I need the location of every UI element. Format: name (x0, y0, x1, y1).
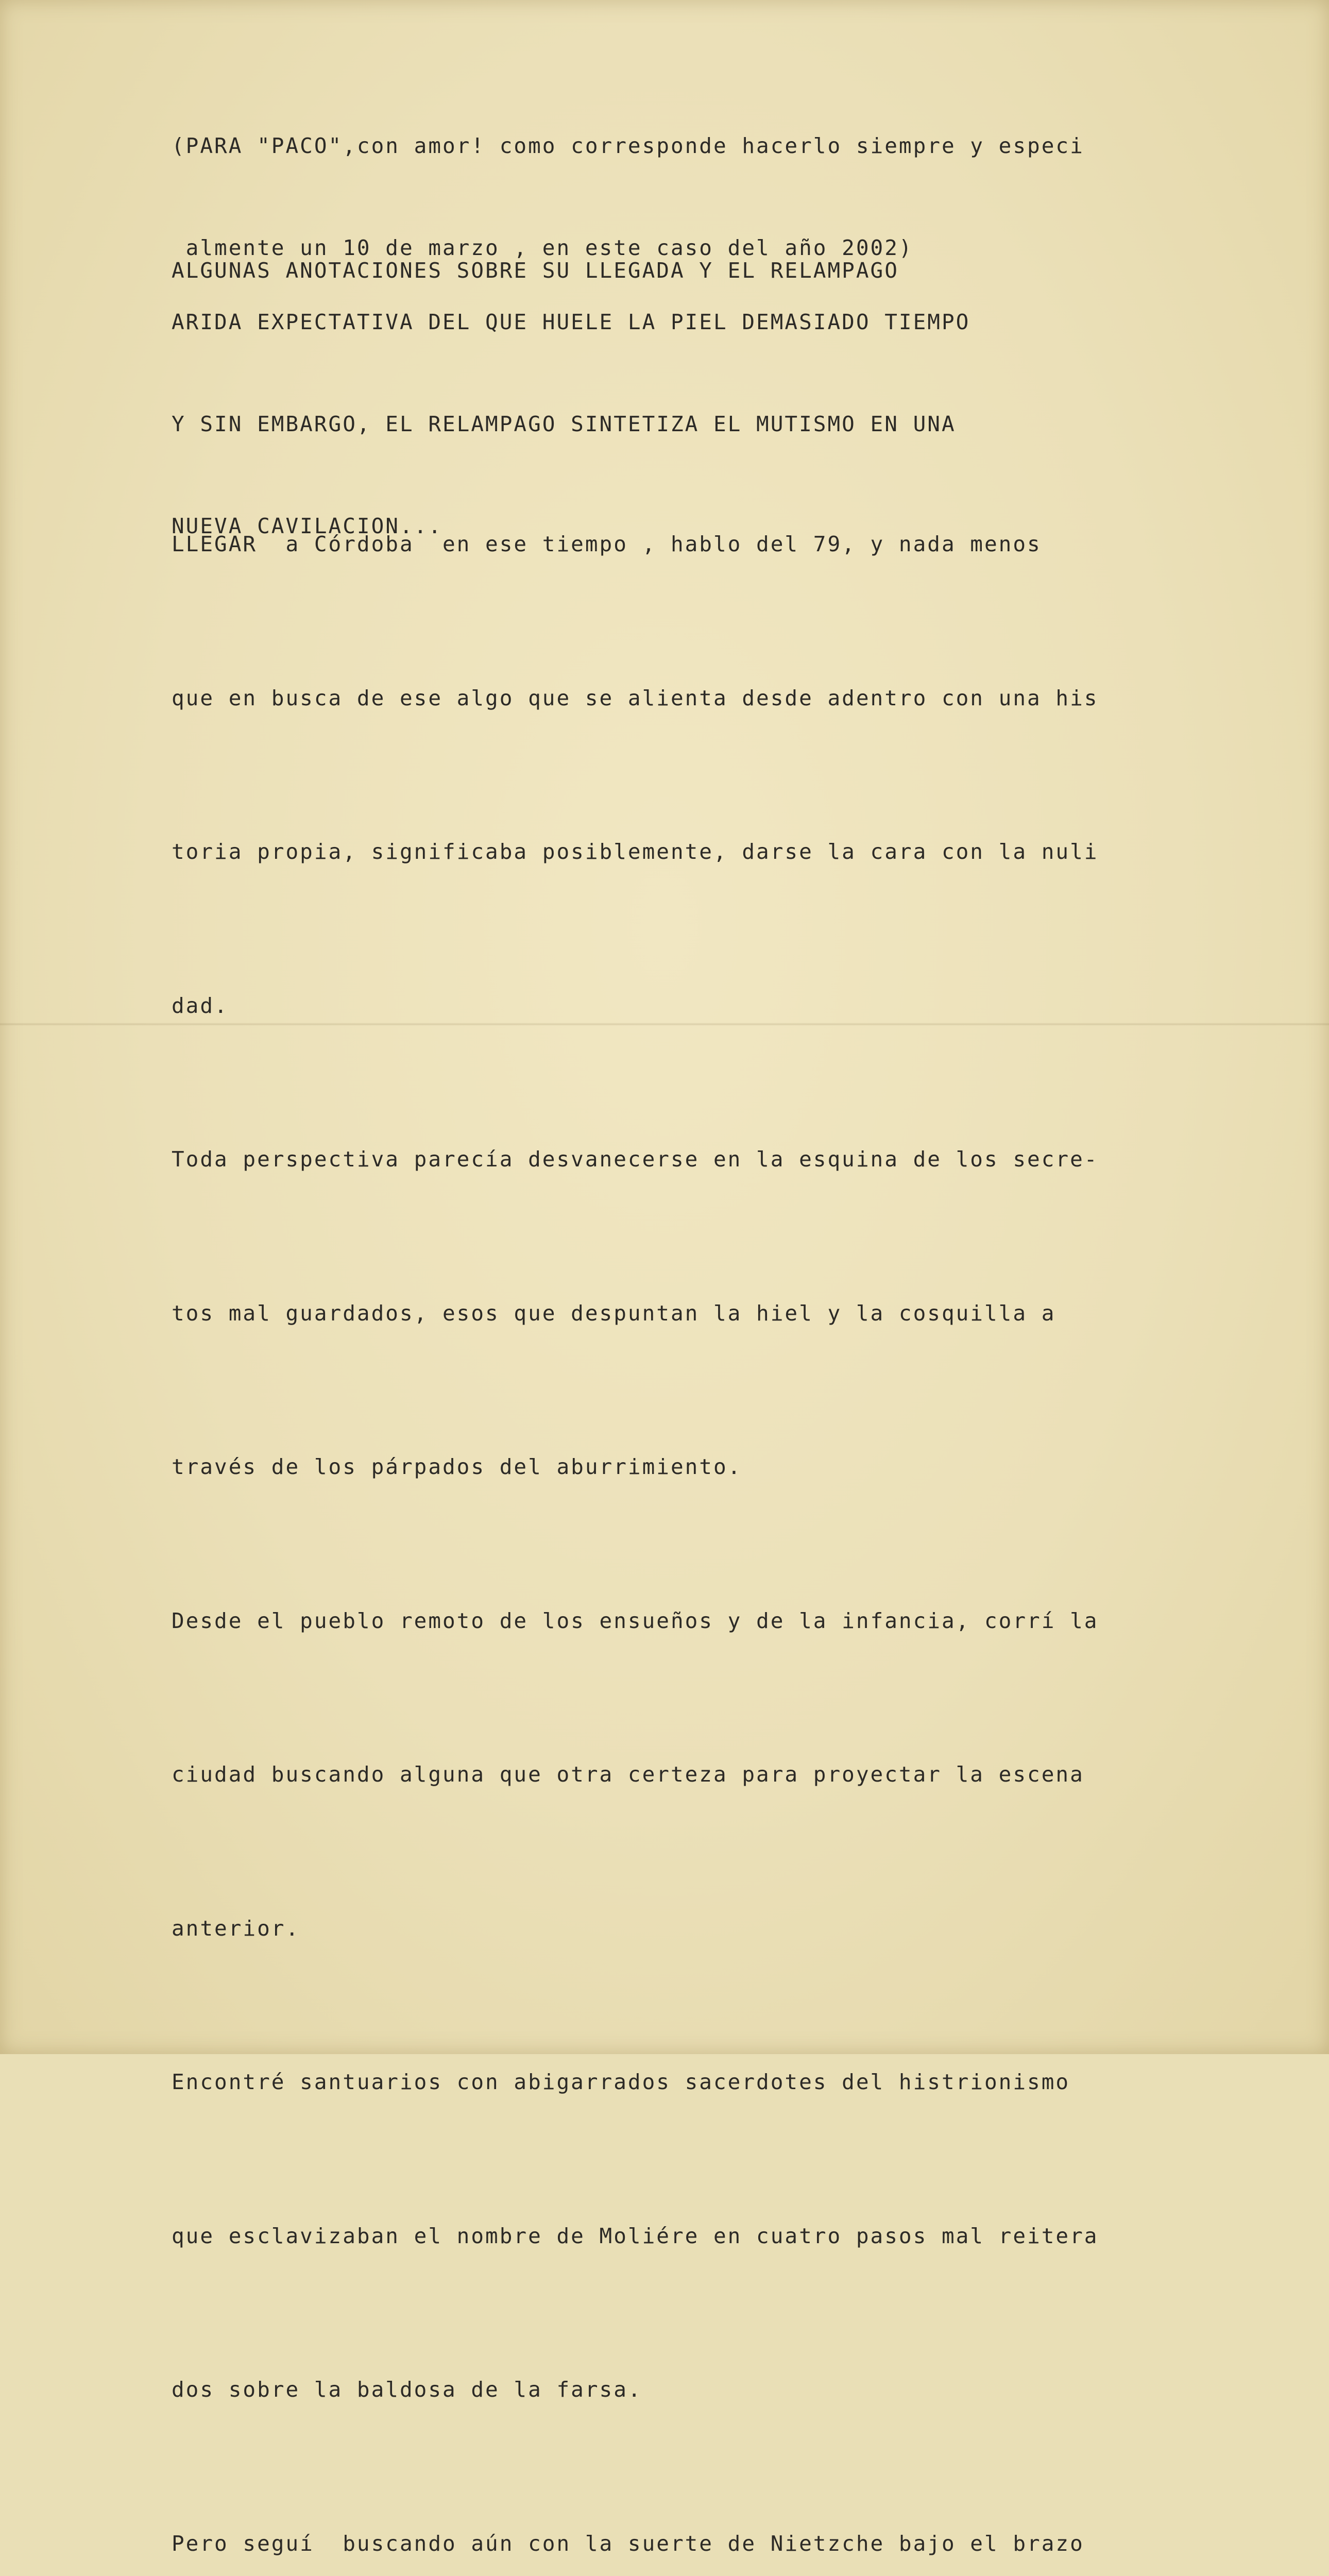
body-line: LLEGAR a Córdoba en ese tiempo , hablo del 79, y nada menos (172, 532, 1042, 556)
body-line: Toda perspectiva parecía desvanecerse en la esquina de los secre- (172, 1147, 1099, 1172)
body-line: que esclavizaban el nombre de Moliére en cuatro pasos mal reitera (172, 2223, 1099, 2248)
body-line: dos sobre la baldosa de la farsa. (172, 2377, 642, 2402)
body-line: que en busca de ese algo que se alienta desde adentro con una his (172, 685, 1099, 710)
subtitle-line: NUEVA CAVILACION... (172, 514, 442, 538)
title-line: ALGUNAS ANOTACIONES SOBRE SU LLEGADA Y EL RELAMPAGO (172, 258, 899, 283)
body-line: dad. (172, 993, 229, 1018)
body-line: ciudad buscando alguna que otra certeza para proyectar la escena (172, 1762, 1084, 1787)
dedication-line: (PARA "PACO",con amor! como corresponde hacerlo siempre y especi (172, 133, 1084, 158)
body-text (172, 416, 1098, 2576)
body-line: Encontré santuarios con abigarrados sacerdotes del histrionismo (172, 2070, 1070, 2094)
body-line: través de los párpados del aburrimiento. (172, 1454, 742, 1479)
body-line: Desde el pueblo remoto de los ensueños y de la infancia, corrí la (172, 1608, 1099, 1633)
dedication-line: almente un 10 de marzo , en este caso del año 2002) (172, 235, 913, 260)
body-line: anterior. (172, 1916, 300, 1941)
subtitle-line: ARIDA EXPECTATIVA DEL QUE HUELE LA PIEL DEMASIADO TIEMPO (172, 310, 970, 334)
body-line: toria propia, significaba posiblemente, darse la cara con la nuli (172, 839, 1099, 864)
body-line: tos mal guardados, esos que despuntan la hiel y la cosquilla a (172, 1300, 1056, 1326)
body-line: Pero seguí buscando aún con la suerte de Nietzche bajo el brazo (172, 2531, 1084, 2556)
subtitle-line: Y SIN EMBARGO, EL RELAMPAGO SINTETIZA EL MUTISMO EN UNA (172, 412, 956, 436)
